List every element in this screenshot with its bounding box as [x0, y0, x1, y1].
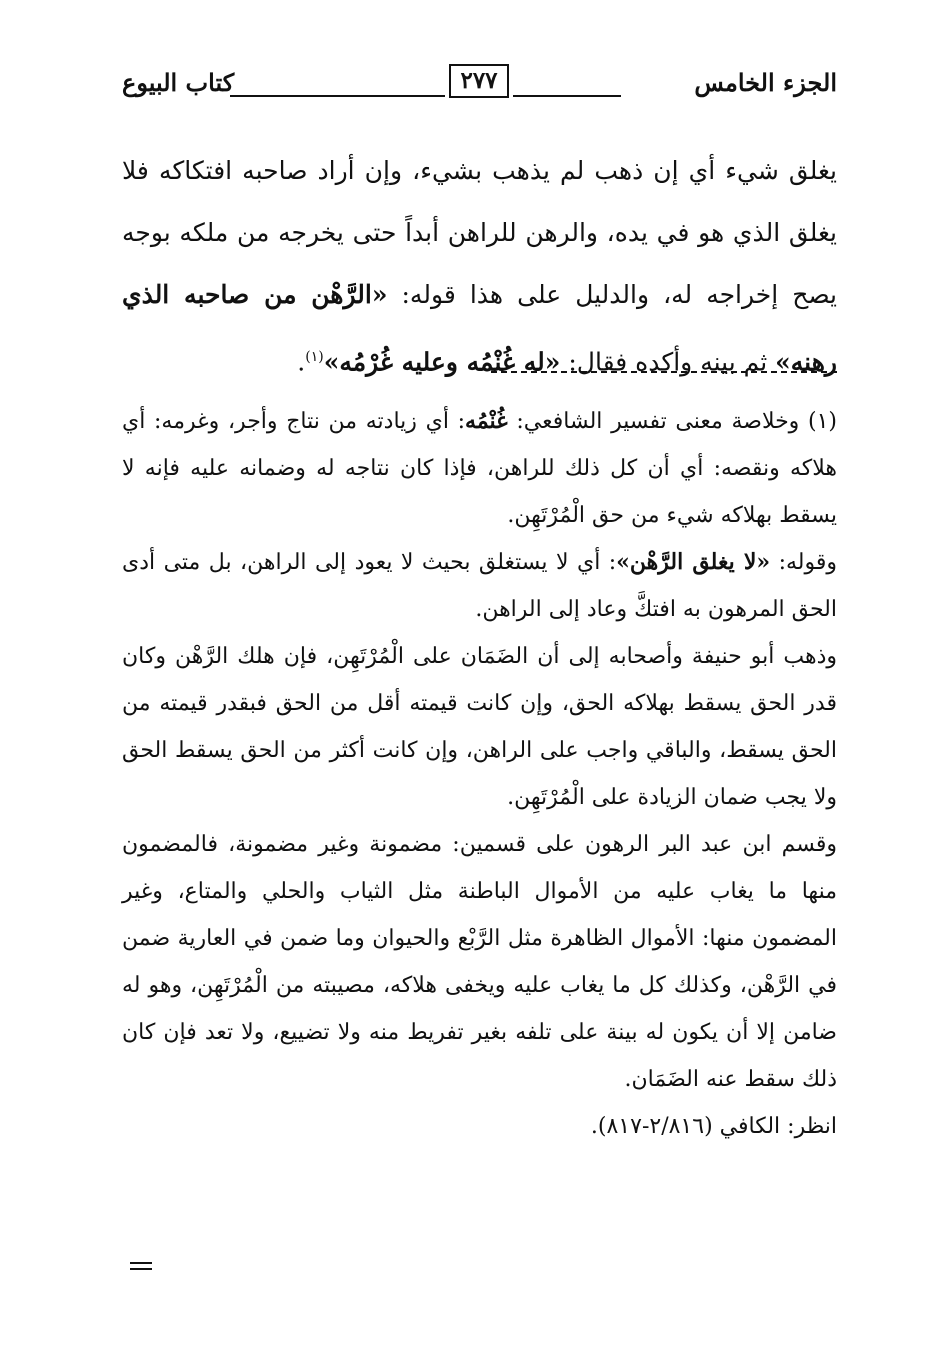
- footnote-term: غُنْمُه: [465, 408, 508, 434]
- footnote-reference: (١): [305, 349, 324, 365]
- header-rule-right: [513, 95, 621, 97]
- header-part-title: الجزء الخامس: [694, 68, 837, 97]
- main-paragraph: [122, 140, 837, 393]
- footnote-reference-citation: انظر: الكافي (٢/٨١٦-٨١٧).: [590, 1114, 837, 1139]
- footnote-1-rest: : أي زيادته من نتاج وأجر، وغرمه: أي هلاكه ونقصه: أي أن كل ذلك للراهن، فإذا كان نتاجه له وضمانه عليه فإنه لا يسقط بهلاكه شيء من حق الْمُرْتَهِن.: [122, 409, 837, 528]
- footnote-2-rest: : أي لا يستغلق بحيث لا يعود إلى الراهن، بل متى أدى الحق المرهون به افتكَّ وعاد إلى الراهن.: [122, 550, 837, 622]
- header-rule-left: [230, 95, 445, 97]
- page-number-box: ٢٧٧: [449, 64, 509, 98]
- footnote-paragraph: [122, 398, 837, 539]
- main-text-2: ثم بينه وأكده فقال:: [560, 347, 776, 377]
- page-end-mark: [130, 1262, 152, 1274]
- main-text: [122, 140, 837, 393]
- footnote-paragraph: وقسم ابن عبد البر الرهون على قسمين: مضمونة وغير مضمونة، فالمضمون منها ما يغاب عليه من الأموال الباطنة مثل الثياب والحلي والمتاع، وغير المضمون منها: الأموال الظاهرة مثل الرَّبْع والحيوان وما ضمن في العارية ضمن في الرَّهْن، وكذلك كل ما يغاب عليه ويخفى هلاكه، مصيبته من الْمُرْتَهِن، وهو له ضامن إلا أن يكون له بينة على تلفه بغير تفريط منه ولا تضييع، ولا تعد فإن كان ذلك سقط عنه الضَمَان.: [122, 832, 837, 1092]
- footnote-1-start: (١) وخلاصة معنى تفسير الشافعي:: [507, 409, 837, 434]
- footnote-separator: [491, 371, 837, 373]
- header-book-title: كتاب البيوع: [122, 68, 235, 97]
- footnote-block: [122, 398, 837, 1150]
- footnote-paragraph: وذهب أبو حنيفة وأصحابه إلى أن الضَمَان على الْمُرْتَهِن، فإن هلك الرَّهْن وكان قدر الحق يسقط بهلاكه الحق، وإن كانت قيمته أقل من الحق فبقدر قيمته من الحق يسقط، والباقي واجب على الراهن، وإن كانت أكثر من الحق يسقط الحق ولا يجب ضمان الزيادة على الْمُرْتَهِن.: [122, 644, 837, 810]
- hadith-quote-2: «له غُنْمُه وعليه غُرْمُه»: [323, 347, 561, 377]
- main-text-1: يغلق شيء أي إن ذهب لم يذهب بشيء، وإن أراد صاحبه افتكاكه فلا يغلق الذي هو في يده، والرهن للراهن أبداً حتى يخرجه من ملكه بوجه يصح إخراجه له، والدليل على هذا قوله:: [122, 156, 837, 309]
- footnote-paragraph: [122, 539, 837, 633]
- footnote-2-start: وقوله:: [770, 550, 837, 575]
- main-text-end: .: [297, 347, 306, 377]
- hadith-quote-1: «الرَّهْن من صاحبه الذي رهنه»: [122, 280, 837, 377]
- footnote-term: «لا يغلق الرَّهْن»: [616, 549, 771, 575]
